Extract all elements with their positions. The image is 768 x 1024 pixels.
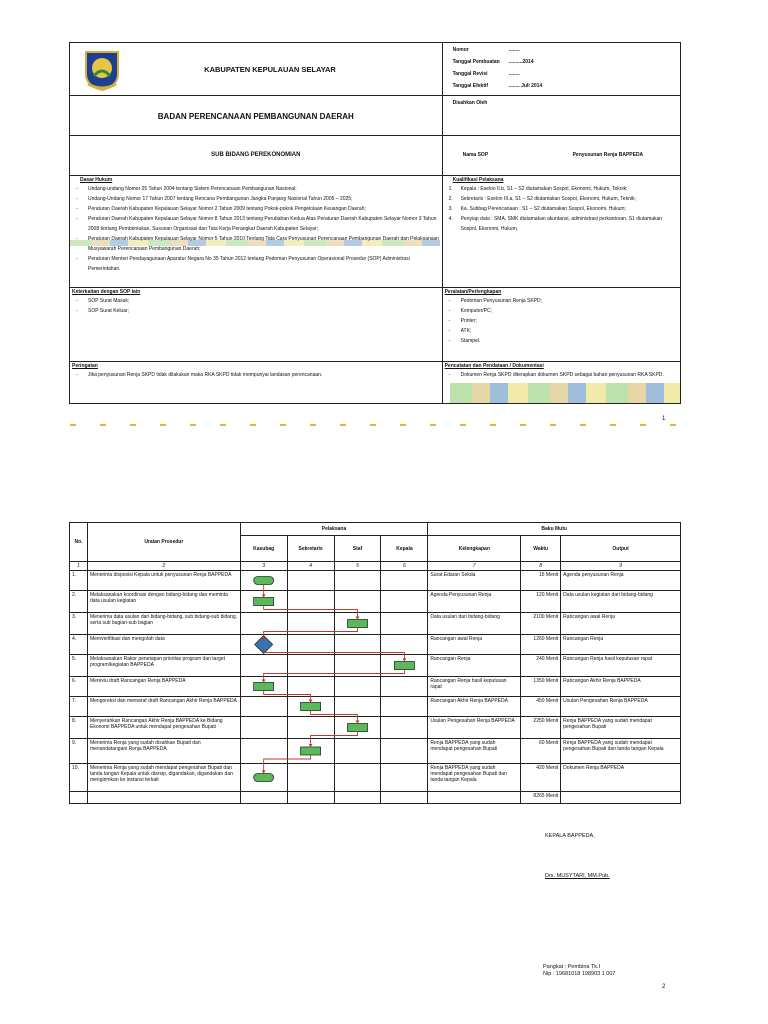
step-kelengkapan: Data usulan dari bidang-bidang bbox=[428, 613, 521, 635]
step-number: 9. bbox=[70, 739, 88, 764]
step-kelengkapan: Rancangan Renja bbox=[428, 655, 521, 677]
header-quality: Baku Mutu bbox=[428, 523, 681, 536]
list-item: - ATK; bbox=[448, 328, 472, 334]
process-shape bbox=[394, 662, 414, 670]
page-number: 2 bbox=[662, 984, 666, 990]
step-waktu: 2250 Menit bbox=[521, 717, 561, 739]
process-shape bbox=[301, 747, 321, 755]
header-staf: Staf bbox=[334, 536, 381, 562]
list-item: - Peraturan Daerah Kabupaten Kepulauan Selayar Nomor 5 Tahun 2010 Tentang Tata Cara Penyusunan Perencanaan Pembangunan Daerah dan Pelaksanaan Musyawarah Perencanaan Pembangunan Daerah; bbox=[76, 236, 440, 252]
step-number: 8. bbox=[70, 717, 88, 739]
arrow-head bbox=[402, 659, 406, 662]
flow-arrow bbox=[311, 732, 358, 747]
step-description: Mereviu draft Rancangan Renja BAPPEDA bbox=[87, 677, 240, 697]
agency-cell bbox=[70, 96, 443, 136]
recording-title: Pencatatan dan Pendataan / Dokumentasi bbox=[444, 363, 544, 369]
list-item: - Undang-Undang Nomor 17 Tahun 2007 tentang Rencana Pembangunan Jangka Panjang Nasional Tahun 2005 – 2025; bbox=[76, 196, 353, 202]
list-item: 2. Sekretaris : Eselon III.a, S1 – S2 diutamakan Sospol, Ekonomi, Hukum, Teknik; bbox=[448, 196, 636, 202]
step-kelengkapan: Surat Edaran Sekda bbox=[428, 571, 521, 591]
list-item: - Undang-undang Nomor 25 Tahun 2004 tentang Sistem Perencanaan Pembangunan Nasional; bbox=[76, 186, 297, 192]
watermark-overlay bbox=[70, 240, 440, 246]
step-output: Renja BAPPEDA yang sudah mendapat pengesahan Bupati bbox=[561, 717, 681, 739]
watermark-overlay bbox=[450, 383, 680, 403]
step-kelengkapan: Usulan Pengesahan Renja BAPPEDA bbox=[428, 717, 521, 739]
flow-arrow bbox=[311, 711, 358, 723]
step-description: Melaksanakan koordinasi dengan bidang-bidang dan meminta data usulan kegiatan bbox=[87, 591, 240, 613]
step-waktu: 60 Menit bbox=[521, 739, 561, 764]
flow-arrow bbox=[264, 649, 405, 661]
step-description: Menerima disposisi Kepala untuk penyusunan Renja BAPPEDA bbox=[87, 571, 240, 591]
regency-cell bbox=[70, 43, 443, 96]
equipment-title: Peralatan/Perlengkapan bbox=[444, 289, 502, 295]
step-waktu: 420 Menit bbox=[521, 764, 561, 792]
sop-header-table bbox=[69, 42, 681, 404]
list-item: 1. Kepala : Eselon II.b, S1 – S2 diutamakan Sospol, Ekonomi, Hukum, Teknik; bbox=[448, 186, 628, 192]
page-number: 1 bbox=[662, 416, 666, 422]
related-sop-title: Keterkaitan dengan SOP lain bbox=[72, 289, 141, 295]
arrow-head bbox=[262, 595, 266, 598]
header-kasubag: Kasubag bbox=[240, 536, 287, 562]
meta-row: Tanggal Efektif ........ Juli 2014 bbox=[452, 83, 543, 89]
process-shape bbox=[348, 724, 368, 732]
arrow-head bbox=[262, 771, 266, 774]
step-description: Menyerahkan Rancangan Akhir Renja BAPPEDA ke Bidang Ekonomi BAPPEDA untuk mendapat pengesahan Bupati bbox=[87, 717, 240, 739]
step-description: Mengoreksi dan memaraf draft Rancangan Akhir Renja BAPPEDA bbox=[87, 697, 240, 717]
signature-title: KEPALA BAPPEDA, bbox=[545, 833, 595, 839]
list-item: 3. Ka. Subbag Perencanaan : S1 – S2 diutamakan Sospol, Ekonomi, Hukum; bbox=[448, 206, 626, 212]
step-number: 2. bbox=[70, 591, 88, 613]
header-output: Output bbox=[561, 536, 681, 562]
flow-arrow bbox=[264, 628, 358, 640]
step-waktu: 1350 Menit bbox=[521, 677, 561, 697]
arrow-head bbox=[262, 680, 266, 683]
step-output: Rancangan Akhir Renja BAPPEDA bbox=[561, 677, 681, 697]
total-time: 8265 Menit bbox=[521, 792, 561, 804]
step-output: Rancangan Renja bbox=[561, 635, 681, 655]
page-divider bbox=[70, 424, 690, 426]
list-item: - Dokumen Renja SKPD diterapkan dokumen SKPD sebagai bahan penyusunan RKA SKPD. bbox=[448, 372, 664, 378]
list-item: - Peraturan Daerah Kabupaten Kepulauan Selayar Nomor 2 Tahun 2009 tentang Pokok-pokok Pengelolaan Keuangan Daerah; bbox=[76, 206, 366, 212]
flow-arrow bbox=[264, 691, 311, 702]
warning-title: Peringatan bbox=[72, 363, 98, 369]
regency-title: KABUPATEN KEPULAUAN SELAYAR bbox=[204, 65, 336, 74]
step-waktu: 15 Menit bbox=[521, 571, 561, 591]
meta-row: Nomor ........ bbox=[452, 47, 520, 53]
header-sekretaris: Sekretaris bbox=[287, 536, 334, 562]
terminator-shape bbox=[254, 774, 274, 782]
arrow-head bbox=[356, 721, 360, 724]
step-output: Dokumen Renja BAPPEDA bbox=[561, 764, 681, 792]
step-output: Data usulan kegiatan dari bidang-bidang bbox=[561, 591, 681, 613]
qualification-title: Kualifikasi Pelaksana bbox=[452, 177, 504, 183]
step-waktu: 1260 Menit bbox=[521, 635, 561, 655]
step-description: Menerima Renja yang sudah disahkan Bupati dan menandatangani Renja BAPPEDA bbox=[87, 739, 240, 764]
sop-name-label: Nama SOP bbox=[462, 152, 489, 158]
step-kelengkapan: Rancangan Renja hasil keputusan rapat bbox=[428, 677, 521, 697]
signature-nip: Nip : 19681018 198903 1 007 bbox=[543, 971, 616, 977]
header-executors: Pelaksana bbox=[240, 523, 428, 536]
flow-arrow bbox=[264, 606, 358, 619]
header-no: No. bbox=[70, 523, 88, 562]
signature-rank: Pangkat : Pembina Tk.I bbox=[543, 964, 601, 970]
step-kelengkapan: Rancangan Akhir Renja BAPPEDA bbox=[428, 697, 521, 717]
subdivision-title: SUB BIDANG PEREKONOMIAN bbox=[211, 152, 301, 158]
list-item: 4. Penyiap data : SMA, SMK diutamakan akuntansi, administrasi perkantoran, S1 diutamakan Sospol, Ekonomi, Hukum. bbox=[448, 216, 663, 232]
list-item: - Peraturan Daerah Kabupaten Kepulauan Selayar Nomor 8 Tahun 2013 tentang Perubahan Kedua Atas Peraturan Daerah Kabupaten Selayar Nomor 3 Tahun 2008 tentang Pembentukan, Susunan Organisasi dan Tata Kerja Perangkat Daerah Kabupaten Selayar; bbox=[76, 216, 437, 232]
step-kelengkapan: Rancangan awal Renja bbox=[428, 635, 521, 655]
step-description: Melaksanakan Rakor penetapan prioritas program dan target program/kegiatan BAPPEDA bbox=[87, 655, 240, 677]
list-item: - Stampel. bbox=[448, 338, 481, 344]
list-item: - Peraturan Menteri Pendayagunaan Aparatur Negara No 35 Tahun 2012 tentang Pedoman Penyusunan Operasional Prosedur (SOP) Administrasi Pemerintahan. bbox=[76, 256, 410, 272]
step-number: 10. bbox=[70, 764, 88, 792]
header-kepala: Kepala bbox=[381, 536, 428, 562]
related-sop-cell bbox=[70, 288, 443, 362]
step-output: Rancangan awal Renja bbox=[561, 613, 681, 635]
step-waktu: 240 Menit bbox=[521, 655, 561, 677]
step-number: 4. bbox=[70, 635, 88, 655]
subdivision-cell bbox=[70, 136, 443, 176]
step-description: Menerima Renja yang sudah mendapat pengesahan Bupati dan tanda tangan Kepala untuk diarsip, digandakan, digandakan dan mengirimkan ke instansi terkait bbox=[87, 764, 240, 792]
page-1 bbox=[0, 0, 768, 440]
page-2 bbox=[0, 500, 768, 1024]
step-description: Menerima data usulan dari bidang-bidang, sub bidang-sub bidang, serta sub bagian-sub bagian bbox=[87, 613, 240, 635]
header-procedure: Uraian Prosedur bbox=[87, 523, 240, 562]
list-item: - Printer; bbox=[448, 318, 477, 324]
equipment-cell bbox=[442, 288, 680, 362]
meta-row: Tanggal Revisi ........ bbox=[452, 71, 520, 77]
warning-cell bbox=[70, 362, 443, 404]
arrow-head bbox=[309, 700, 313, 703]
regency-emblem bbox=[82, 48, 122, 92]
process-shape bbox=[348, 620, 368, 628]
step-description: Memverifikasi dan mengolah data bbox=[87, 635, 240, 655]
header-kelengkapan: Kelengkapan bbox=[428, 536, 521, 562]
process-shape bbox=[301, 703, 321, 711]
approved-by-label: Disahkan Oleh bbox=[452, 100, 488, 106]
sop-name-cell bbox=[442, 136, 680, 176]
list-item: - SOP Surat Masuk; bbox=[76, 298, 130, 304]
step-number: 6. bbox=[70, 677, 88, 697]
list-item: - Komputer/PC; bbox=[448, 308, 492, 314]
step-output: Agenda penyusunan Renja bbox=[561, 571, 681, 591]
step-number: 1. bbox=[70, 571, 88, 591]
terminator-shape bbox=[254, 577, 274, 585]
qualification-cell bbox=[442, 176, 680, 288]
legal-basis-title: Dasar Hukum bbox=[80, 177, 113, 183]
list-item: - Jika penyusunan Renja SKPD tidak dilakukan maka RKA SKPD tidak mempunyai landasan perencanaan. bbox=[76, 372, 323, 378]
index-row: 1 2 3 4 5 6 7 8 9 bbox=[70, 562, 681, 571]
step-kelengkapan: Agenda Penyusunan Renja bbox=[428, 591, 521, 613]
step-output: Rancangan Renja hasil keputusan rapat bbox=[561, 655, 681, 677]
approval-cell bbox=[442, 96, 680, 136]
process-shape bbox=[254, 683, 274, 691]
step-waktu: 450 Menit bbox=[521, 697, 561, 717]
agency-title: BADAN PERENCANAAN PEMBANGUNAN DAERAH bbox=[157, 112, 354, 121]
step-number: 3. bbox=[70, 613, 88, 635]
list-item: - SOP Surat Keluar; bbox=[76, 308, 130, 314]
step-waktu: 2100 Menit bbox=[521, 613, 561, 635]
arrow-head bbox=[356, 617, 360, 620]
header-waktu: Waktu bbox=[521, 536, 561, 562]
signature-name: Drs. MUSYTARI, MM.Pub. bbox=[545, 873, 610, 879]
list-item: - Pedoman Penyusunan Renja SKPD; bbox=[448, 298, 543, 304]
meta-row: Tanggal Pembuatan ..........2014 bbox=[452, 59, 534, 65]
step-output: Renja BAPPEDA yang sudah mendapat pengesahan Bupati dan tanda tangan Kepala bbox=[561, 739, 681, 764]
step-kelengkapan: Renja BAPPEDA yang sudah mendapat pengesahan Bupati dan tanda tangan Kepala bbox=[428, 764, 521, 792]
step-output: Usulan Pengesahan Renja BAPPEDA bbox=[561, 697, 681, 717]
step-waktu: 120 Menit bbox=[521, 591, 561, 613]
process-shape bbox=[254, 598, 274, 606]
meta-cell bbox=[442, 43, 680, 96]
sop-name-value: Penyusunan Renja BAPPEDA bbox=[572, 152, 644, 158]
arrow-head bbox=[309, 744, 313, 747]
step-number: 5. bbox=[70, 655, 88, 677]
step-kelengkapan: Renja BAPPEDA yang sudah mendapat pengesahan Bupati bbox=[428, 739, 521, 764]
flow-arrow bbox=[264, 670, 405, 682]
flowchart-overlay bbox=[0, 500, 768, 1024]
step-number: 7. bbox=[70, 697, 88, 717]
legal-basis-cell bbox=[70, 176, 443, 288]
flow-arrow bbox=[264, 755, 311, 773]
